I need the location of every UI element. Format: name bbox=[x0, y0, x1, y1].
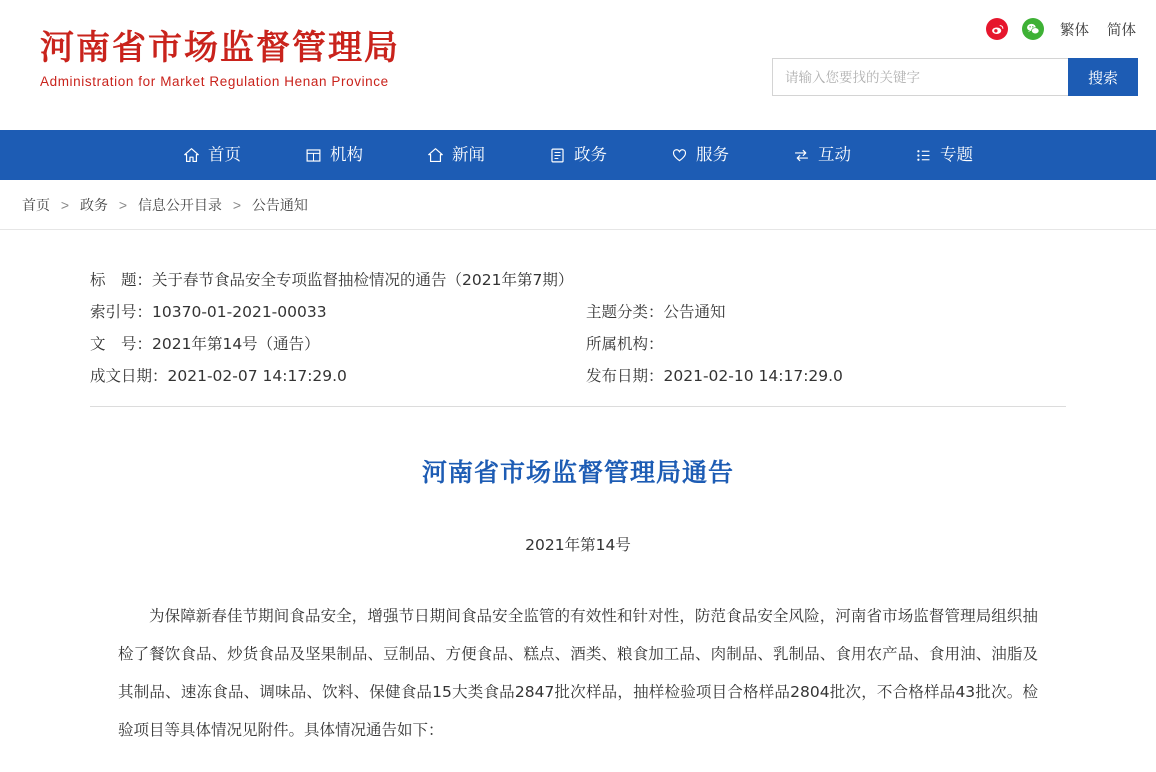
meta-label: 成文日期： bbox=[90, 367, 168, 385]
nav-item-interaction[interactable] bbox=[761, 130, 883, 180]
meta-category bbox=[578, 296, 1066, 328]
nav-item-news[interactable] bbox=[395, 130, 517, 180]
meta-organization bbox=[578, 328, 1066, 360]
breadcrumb-item-home[interactable]: 首页 bbox=[22, 196, 50, 213]
nav-label: 服务 bbox=[696, 145, 729, 164]
document-paragraph: 为保障新春佳节期间食品安全，增强节日期间食品安全监管的有效性和针对性，防范食品安全风险，河南省市场监督管理局组织抽检了餐饮食品、炒货食品及坚果制品、豆制品、方便食品、糕点、酒类、粮食加工品、肉制品、乳制品、食用农产品、食用油、油脂及其制品、速冻食品、调味品、饮料、保健食品15大类食品2847批次样品，抽样检验项目合格样品2804批次，不合格样品43批次。检验项目等具体情况见附件。具体情况通告如下： bbox=[118, 607, 1038, 739]
building-icon bbox=[305, 147, 322, 164]
nav-label: 机构 bbox=[330, 145, 363, 164]
search-box bbox=[772, 58, 1138, 96]
nav-item-organization[interactable] bbox=[273, 130, 395, 180]
nav-label: 首页 bbox=[208, 145, 241, 164]
meta-doc-number bbox=[90, 328, 578, 360]
document-title: 河南省市场监督管理局通告 bbox=[421, 458, 734, 487]
breadcrumb-separator: > bbox=[60, 196, 70, 213]
meta-title-line bbox=[90, 264, 1066, 296]
nav-label: 政务 bbox=[574, 145, 607, 164]
meta-index-number bbox=[90, 296, 578, 328]
breadcrumb-separator: > bbox=[232, 196, 242, 213]
heart-icon bbox=[671, 147, 688, 164]
site-brand[interactable] bbox=[40, 28, 400, 89]
lang-simplified-link[interactable]: 简体 bbox=[1107, 22, 1136, 39]
meta-value: 2021-02-10 14:17:29.0 bbox=[663, 367, 843, 385]
meta-value: 2021-02-07 14:17:29.0 bbox=[167, 367, 347, 385]
meta-label: 主题分类： bbox=[586, 303, 664, 321]
meta-value: 公告通知 bbox=[663, 303, 726, 321]
search-input[interactable] bbox=[772, 58, 1068, 96]
breadcrumb-bar bbox=[0, 180, 1156, 230]
wechat-icon[interactable] bbox=[1022, 18, 1044, 40]
table-row bbox=[90, 328, 1066, 360]
nav-label: 专题 bbox=[940, 145, 973, 164]
news-icon bbox=[427, 147, 444, 164]
weibo-icon[interactable] bbox=[986, 18, 1008, 40]
header-utility-bar bbox=[986, 18, 1138, 40]
document-number: 2021年第14号 bbox=[525, 536, 631, 554]
meta-publish-date bbox=[578, 360, 1066, 392]
meta-label: 所属机构： bbox=[586, 335, 664, 353]
document-meta-table bbox=[90, 264, 1066, 407]
content-area bbox=[0, 264, 1156, 749]
list-icon bbox=[915, 147, 932, 164]
home-icon bbox=[183, 147, 200, 164]
table-row bbox=[90, 296, 1066, 328]
meta-title-value: 关于春节食品安全专项监督抽检情况的通告（2021年第7期） bbox=[152, 271, 574, 289]
brand-title-cn: 河南省市场监督管理局 bbox=[40, 28, 400, 68]
nav-item-home[interactable] bbox=[151, 130, 273, 180]
site-header bbox=[0, 0, 1156, 130]
meta-title-label: 标 题： bbox=[90, 271, 153, 289]
meta-label: 发布日期： bbox=[586, 367, 664, 385]
brand-title-en: Administration for Market Regulation Henan Province bbox=[40, 74, 389, 89]
meta-label: 索引号： bbox=[90, 303, 153, 321]
breadcrumb bbox=[22, 195, 308, 215]
nav-label: 新闻 bbox=[452, 145, 485, 164]
table-row bbox=[90, 360, 1066, 392]
meta-label: 文 号： bbox=[90, 335, 153, 353]
nav-item-service[interactable] bbox=[639, 130, 761, 180]
document-icon bbox=[549, 147, 566, 164]
meta-value: 10370-01-2021-00033 bbox=[152, 303, 327, 321]
nav-item-government[interactable] bbox=[517, 130, 639, 180]
meta-row-title bbox=[90, 264, 1066, 296]
exchange-icon bbox=[793, 147, 810, 164]
nav-label: 互动 bbox=[818, 145, 851, 164]
breadcrumb-item-government[interactable]: 政务 bbox=[79, 196, 108, 213]
meta-value: 2021年第14号（通告） bbox=[152, 335, 320, 353]
search-button[interactable]: 搜索 bbox=[1068, 58, 1138, 96]
meta-written-date bbox=[90, 360, 578, 392]
main-nav bbox=[0, 130, 1156, 180]
breadcrumb-item-announcements[interactable]: 公告通知 bbox=[251, 196, 308, 213]
nav-item-topics[interactable] bbox=[883, 130, 1005, 180]
breadcrumb-item-disclosure[interactable]: 信息公开目录 bbox=[137, 196, 222, 213]
lang-traditional-link[interactable]: 繁体 bbox=[1060, 22, 1089, 39]
breadcrumb-separator: > bbox=[118, 196, 128, 213]
